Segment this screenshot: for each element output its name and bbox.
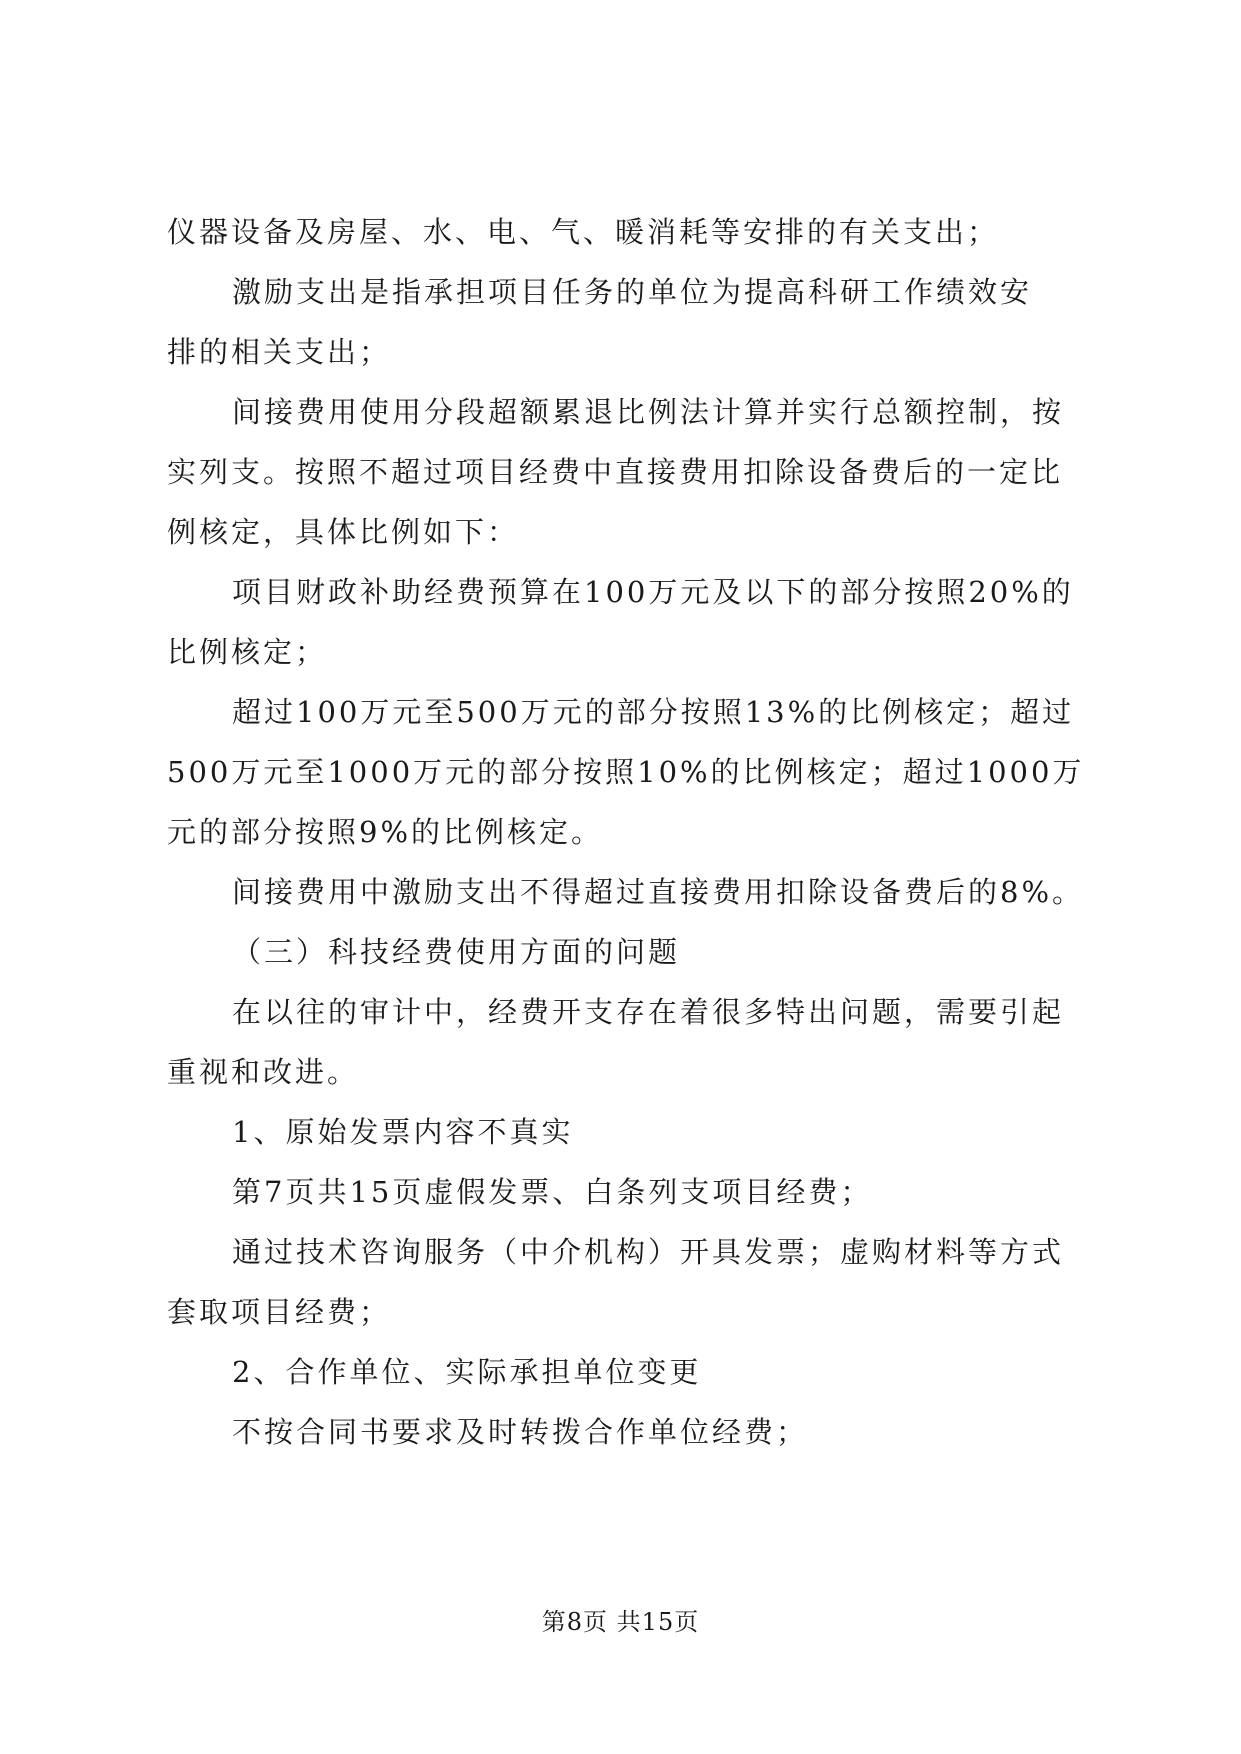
page-number-footer: 第8页 共15页 [541, 1608, 700, 1636]
paragraph-line: 项目财政补助经费预算在100万元及以下的部分按照20%的 [232, 575, 1074, 609]
list-heading: 2、合作单位、实际承担单位变更 [232, 1355, 702, 1389]
paragraph-line: 通过技术咨询服务（中介机构）开具发票；虚购材料等方式 [232, 1235, 1065, 1269]
paragraph-line: 第7页共15页虚假发票、白条列支项目经费； [232, 1175, 873, 1209]
paragraph-line: 套取项目经费； [167, 1295, 392, 1329]
paragraph-line: 实列支。按照不超过项目经费中直接费用扣除设备费后的一定比 [167, 455, 1064, 489]
paragraph-line: 500万元至1000万元的部分按照10%的比例核定；超过1000万 [167, 755, 1085, 789]
paragraph-line: 间接费用使用分段超额累退比例法计算并实行总额控制，按 [232, 395, 1065, 429]
paragraph-line: 在以往的审计中，经费开支存在着很多特出问题，需要引起 [232, 995, 1065, 1029]
paragraph-line: 激励支出是指承担项目任务的单位为提高科研工作绩效安 [232, 275, 1033, 309]
paragraph-line: 仪器设备及房屋、水、电、气、暖消耗等安排的有关支出； [167, 215, 1000, 249]
list-heading: 1、原始发票内容不真实 [232, 1115, 574, 1149]
section-heading: （三）科技经费使用方面的问题 [232, 935, 681, 969]
paragraph-line: 间接费用中激励支出不得超过直接费用扣除设备费后的8%。 [232, 875, 1085, 909]
paragraph-line: 排的相关支出； [167, 335, 392, 369]
paragraph-line: 重视和改进。 [167, 1055, 360, 1089]
paragraph-line: 比例核定； [167, 635, 328, 669]
paragraph-line: 超过100万元至500万元的部分按照13%的比例核定；超过 [232, 695, 1075, 729]
paragraph-line: 不按合同书要求及时转拨合作单位经费； [232, 1415, 809, 1449]
paragraph-line: 例核定，具体比例如下： [167, 515, 520, 549]
paragraph-line: 元的部分按照9%的比例核定。 [167, 815, 604, 849]
